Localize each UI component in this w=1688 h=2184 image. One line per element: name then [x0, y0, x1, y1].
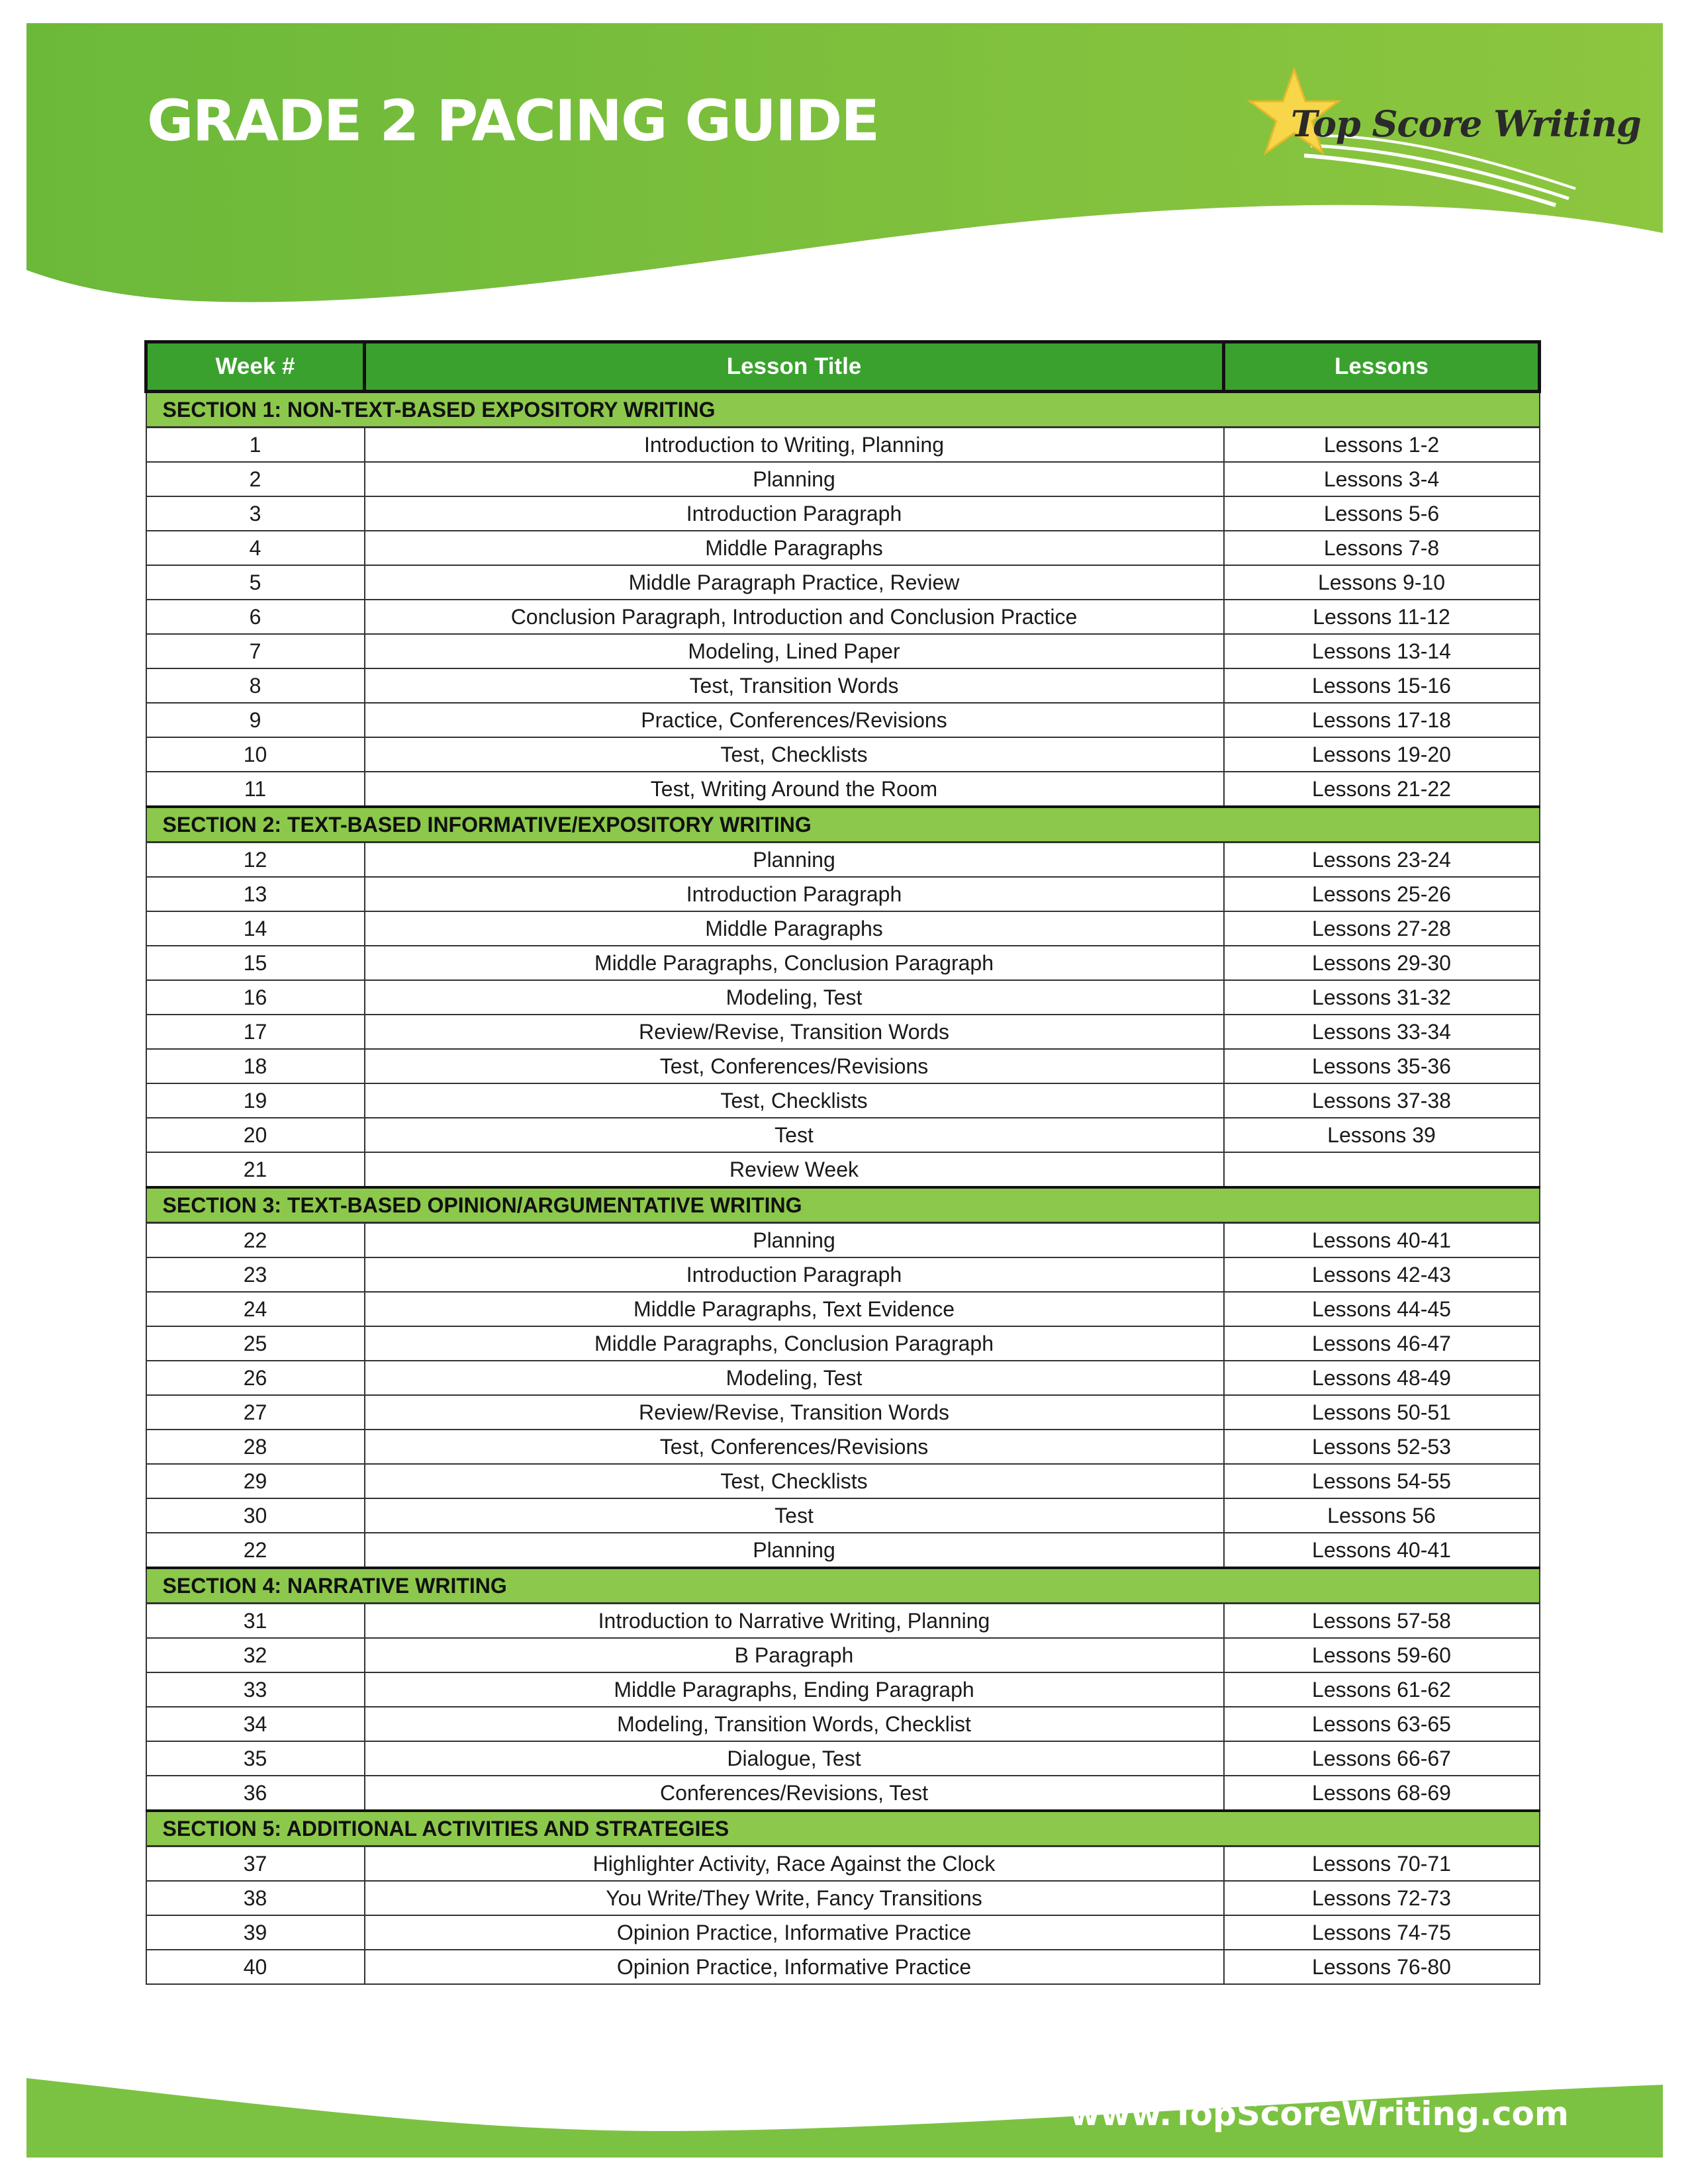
section-title: SECTION 4: NARRATIVE WRITING: [146, 1568, 1540, 1604]
lessons-cell: Lessons 31-32: [1224, 980, 1540, 1015]
lesson-title-cell: Planning: [365, 462, 1224, 496]
table-body: [146, 392, 1540, 1985]
lesson-title-cell: Modeling, Test: [365, 1361, 1224, 1395]
table-row: [146, 703, 1540, 737]
week-cell: 7: [146, 634, 365, 668]
week-cell: 29: [146, 1464, 365, 1498]
section-title: SECTION 3: TEXT-BASED OPINION/ARGUMENTATIVE WRITING: [146, 1187, 1540, 1223]
week-cell: 2: [146, 462, 365, 496]
week-cell: 40: [146, 1950, 365, 1984]
table-row: [146, 1846, 1540, 1882]
lessons-cell: Lessons 9-10: [1224, 565, 1540, 600]
lesson-title-cell: Test: [365, 1118, 1224, 1152]
table-row: [146, 1326, 1540, 1361]
pacing-guide-table: [144, 340, 1541, 1985]
week-cell: 20: [146, 1118, 365, 1152]
lesson-title-cell: Test, Transition Words: [365, 668, 1224, 703]
lessons-cell: Lessons 39: [1224, 1118, 1540, 1152]
lessons-cell: Lessons 44-45: [1224, 1292, 1540, 1326]
lessons-cell: Lessons 52-53: [1224, 1430, 1540, 1464]
lessons-cell: Lessons 63-65: [1224, 1707, 1540, 1741]
lesson-title-cell: Middle Paragraphs, Ending Paragraph: [365, 1672, 1224, 1707]
table-row: [146, 634, 1540, 668]
table-row: [146, 600, 1540, 634]
lesson-title-cell: Test, Checklists: [365, 737, 1224, 772]
lesson-title-cell: Test, Conferences/Revisions: [365, 1049, 1224, 1083]
week-cell: 28: [146, 1430, 365, 1464]
table-row: [146, 946, 1540, 980]
table-row: [146, 1776, 1540, 1811]
table-row: [146, 1950, 1540, 1984]
week-cell: 12: [146, 842, 365, 878]
table-row: [146, 772, 1540, 807]
table-row: [146, 531, 1540, 565]
table-row: [146, 1361, 1540, 1395]
table-row: [146, 1533, 1540, 1568]
lessons-cell: Lessons 3-4: [1224, 462, 1540, 496]
lessons-cell: Lessons 74-75: [1224, 1915, 1540, 1950]
week-cell: 13: [146, 877, 365, 911]
section-header-row: [146, 1187, 1540, 1223]
lesson-title-cell: Conferences/Revisions, Test: [365, 1776, 1224, 1811]
lessons-cell: Lessons 50-51: [1224, 1395, 1540, 1430]
table-row: [146, 1223, 1540, 1258]
week-cell: 24: [146, 1292, 365, 1326]
lessons-cell: Lessons 54-55: [1224, 1464, 1540, 1498]
lessons-cell: Lessons 5-6: [1224, 496, 1540, 531]
section-header-row: [146, 1811, 1540, 1846]
table-row: [146, 496, 1540, 531]
lesson-title-cell: Planning: [365, 842, 1224, 878]
lessons-cell: Lessons 27-28: [1224, 911, 1540, 946]
week-cell: 23: [146, 1257, 365, 1292]
table-row: [146, 877, 1540, 911]
week-cell: 18: [146, 1049, 365, 1083]
table-row: [146, 1430, 1540, 1464]
week-cell: 4: [146, 531, 365, 565]
week-cell: 37: [146, 1846, 365, 1882]
week-cell: 1: [146, 428, 365, 463]
lessons-cell: Lessons 56: [1224, 1498, 1540, 1533]
table-row: [146, 428, 1540, 463]
week-cell: 38: [146, 1881, 365, 1915]
lesson-title-cell: Review/Revise, Transition Words: [365, 1015, 1224, 1049]
week-cell: 35: [146, 1741, 365, 1776]
table-row: [146, 1152, 1540, 1187]
week-cell: 3: [146, 496, 365, 531]
lessons-cell: Lessons 29-30: [1224, 946, 1540, 980]
page-title: GRADE 2 PACING GUIDE: [147, 88, 879, 154]
week-cell: 19: [146, 1083, 365, 1118]
lesson-title-cell: Test, Checklists: [365, 1083, 1224, 1118]
week-cell: 9: [146, 703, 365, 737]
lesson-title-cell: Dialogue, Test: [365, 1741, 1224, 1776]
column-header-lesson-title: Lesson Title: [365, 342, 1224, 392]
table-header-row: [146, 342, 1540, 392]
lessons-cell: Lessons 7-8: [1224, 531, 1540, 565]
lesson-title-cell: B Paragraph: [365, 1638, 1224, 1672]
lessons-cell: Lessons 15-16: [1224, 668, 1540, 703]
week-cell: 36: [146, 1776, 365, 1811]
lessons-cell: Lessons 57-58: [1224, 1604, 1540, 1639]
week-cell: 8: [146, 668, 365, 703]
table-row: [146, 1638, 1540, 1672]
table-row: [146, 980, 1540, 1015]
lesson-title-cell: Middle Paragraphs, Conclusion Paragraph: [365, 946, 1224, 980]
lesson-title-cell: Opinion Practice, Informative Practice: [365, 1950, 1224, 1984]
lesson-title-cell: Test: [365, 1498, 1224, 1533]
lessons-cell: Lessons 72-73: [1224, 1881, 1540, 1915]
section-title: SECTION 2: TEXT-BASED INFORMATIVE/EXPOSITORY WRITING: [146, 807, 1540, 842]
table-row: [146, 1118, 1540, 1152]
lessons-cell: Lessons 70-71: [1224, 1846, 1540, 1882]
week-cell: 15: [146, 946, 365, 980]
table-row: [146, 1395, 1540, 1430]
lesson-title-cell: Modeling, Test: [365, 980, 1224, 1015]
footer-url: www.TopScoreWriting.com: [1069, 2095, 1569, 2133]
lesson-title-cell: Test, Conferences/Revisions: [365, 1430, 1224, 1464]
lessons-cell: Lessons 76-80: [1224, 1950, 1540, 1984]
table-row: [146, 1741, 1540, 1776]
column-header-week: Week #: [146, 342, 365, 392]
week-cell: 30: [146, 1498, 365, 1533]
week-cell: 14: [146, 911, 365, 946]
table-row: [146, 462, 1540, 496]
lesson-title-cell: Introduction Paragraph: [365, 1257, 1224, 1292]
top-score-writing-logo: [1244, 63, 1641, 222]
lesson-title-cell: Introduction to Writing, Planning: [365, 428, 1224, 463]
lesson-title-cell: Conclusion Paragraph, Introduction and Conclusion Practice: [365, 600, 1224, 634]
table-row: [146, 1707, 1540, 1741]
table-row: [146, 1881, 1540, 1915]
lessons-cell: Lessons 66-67: [1224, 1741, 1540, 1776]
week-cell: 5: [146, 565, 365, 600]
table-row: [146, 1257, 1540, 1292]
lesson-title-cell: Middle Paragraphs, Text Evidence: [365, 1292, 1224, 1326]
lessons-cell: Lessons 46-47: [1224, 1326, 1540, 1361]
lesson-title-cell: Modeling, Transition Words, Checklist: [365, 1707, 1224, 1741]
lessons-cell: Lessons 33-34: [1224, 1015, 1540, 1049]
lessons-cell: Lessons 61-62: [1224, 1672, 1540, 1707]
lessons-cell: Lessons 19-20: [1224, 737, 1540, 772]
lesson-title-cell: Middle Paragraph Practice, Review: [365, 565, 1224, 600]
week-cell: 31: [146, 1604, 365, 1639]
table-row: [146, 668, 1540, 703]
lessons-cell: [1224, 1152, 1540, 1187]
lesson-title-cell: Introduction Paragraph: [365, 877, 1224, 911]
table-row: [146, 1083, 1540, 1118]
lesson-title-cell: Introduction to Narrative Writing, Planning: [365, 1604, 1224, 1639]
table-row: [146, 565, 1540, 600]
week-cell: 6: [146, 600, 365, 634]
lessons-cell: Lessons 42-43: [1224, 1257, 1540, 1292]
week-cell: 33: [146, 1672, 365, 1707]
lessons-cell: Lessons 37-38: [1224, 1083, 1540, 1118]
column-header-lessons: Lessons: [1224, 342, 1540, 392]
week-cell: 25: [146, 1326, 365, 1361]
lesson-title-cell: Test, Checklists: [365, 1464, 1224, 1498]
table-row: [146, 1015, 1540, 1049]
table-row: [146, 1049, 1540, 1083]
lesson-title-cell: Highlighter Activity, Race Against the Clock: [365, 1846, 1224, 1882]
table-row: [146, 1915, 1540, 1950]
week-cell: 22: [146, 1533, 365, 1568]
section-title: SECTION 5: ADDITIONAL ACTIVITIES AND STRATEGIES: [146, 1811, 1540, 1846]
section-title: SECTION 1: NON-TEXT-BASED EXPOSITORY WRITING: [146, 392, 1540, 428]
week-cell: 11: [146, 772, 365, 807]
table-row: [146, 911, 1540, 946]
logo-text: Top Score Writing: [1291, 103, 1641, 145]
lesson-title-cell: Review Week: [365, 1152, 1224, 1187]
lessons-cell: Lessons 21-22: [1224, 772, 1540, 807]
lessons-cell: Lessons 68-69: [1224, 1776, 1540, 1811]
week-cell: 27: [146, 1395, 365, 1430]
lessons-cell: Lessons 23-24: [1224, 842, 1540, 878]
lessons-cell: Lessons 13-14: [1224, 634, 1540, 668]
lessons-cell: Lessons 35-36: [1224, 1049, 1540, 1083]
lesson-title-cell: Opinion Practice, Informative Practice: [365, 1915, 1224, 1950]
lesson-title-cell: Modeling, Lined Paper: [365, 634, 1224, 668]
lesson-title-cell: You Write/They Write, Fancy Transitions: [365, 1881, 1224, 1915]
lesson-title-cell: Practice, Conferences/Revisions: [365, 703, 1224, 737]
week-cell: 21: [146, 1152, 365, 1187]
table-row: [146, 1464, 1540, 1498]
lesson-title-cell: Planning: [365, 1223, 1224, 1258]
section-header-row: [146, 807, 1540, 842]
table-row: [146, 1292, 1540, 1326]
table-row: [146, 1498, 1540, 1533]
lessons-cell: Lessons 59-60: [1224, 1638, 1540, 1672]
section-header-row: [146, 1568, 1540, 1604]
section-header-row: [146, 392, 1540, 428]
lessons-cell: Lessons 40-41: [1224, 1223, 1540, 1258]
table-row: [146, 842, 1540, 878]
lesson-title-cell: Introduction Paragraph: [365, 496, 1224, 531]
week-cell: 34: [146, 1707, 365, 1741]
lessons-cell: Lessons 25-26: [1224, 877, 1540, 911]
week-cell: 17: [146, 1015, 365, 1049]
lessons-cell: Lessons 11-12: [1224, 600, 1540, 634]
table-row: [146, 737, 1540, 772]
week-cell: 26: [146, 1361, 365, 1395]
lessons-cell: Lessons 48-49: [1224, 1361, 1540, 1395]
week-cell: 10: [146, 737, 365, 772]
lesson-title-cell: Middle Paragraphs: [365, 911, 1224, 946]
week-cell: 16: [146, 980, 365, 1015]
lesson-title-cell: Review/Revise, Transition Words: [365, 1395, 1224, 1430]
lesson-title-cell: Planning: [365, 1533, 1224, 1568]
table-row: [146, 1604, 1540, 1639]
lessons-cell: Lessons 40-41: [1224, 1533, 1540, 1568]
lessons-cell: Lessons 17-18: [1224, 703, 1540, 737]
lessons-cell: Lessons 1-2: [1224, 428, 1540, 463]
table-row: [146, 1672, 1540, 1707]
lesson-title-cell: Middle Paragraphs: [365, 531, 1224, 565]
week-cell: 39: [146, 1915, 365, 1950]
lesson-title-cell: Test, Writing Around the Room: [365, 772, 1224, 807]
week-cell: 32: [146, 1638, 365, 1672]
lesson-title-cell: Middle Paragraphs, Conclusion Paragraph: [365, 1326, 1224, 1361]
week-cell: 22: [146, 1223, 365, 1258]
